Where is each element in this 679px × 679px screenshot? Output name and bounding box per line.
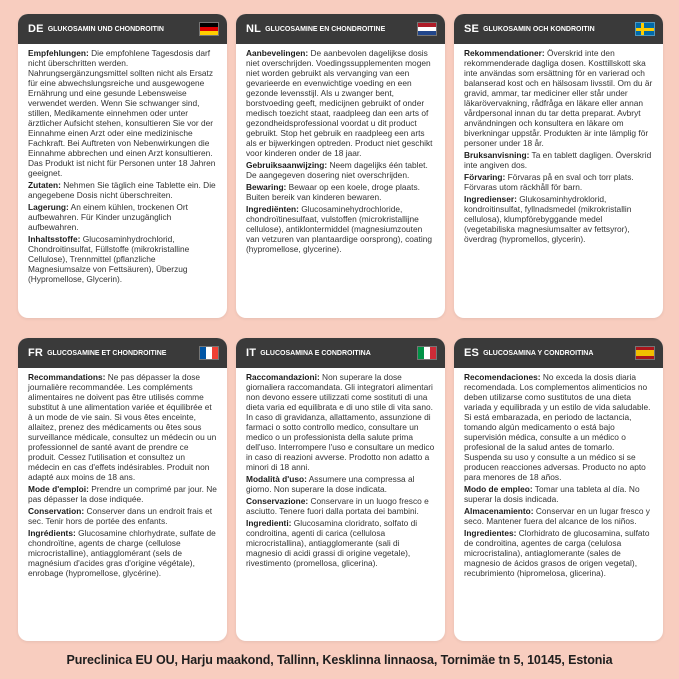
- section-label: Conservation:: [28, 506, 85, 516]
- section-usage: [28, 180, 218, 200]
- section-label: Ingredienti:: [246, 518, 292, 528]
- section-label: Recomendaciones:: [464, 372, 541, 382]
- section-storage: [246, 182, 436, 202]
- section-recommendations: [246, 48, 436, 158]
- section-text: Prendre un comprimé par jour. Ne pas dépasser la dose indiquée.: [28, 484, 217, 504]
- section-recommendations: [246, 372, 436, 472]
- italian-flag-icon: [417, 346, 437, 360]
- dutch-flag-icon: [417, 22, 437, 36]
- section-label: Förvaring:: [464, 172, 506, 182]
- section-usage: [464, 150, 654, 170]
- section-text: Glukosaminhydroklorid, kondroitinsulfat, fyllnadsmedel (mikrokristallin cellulosa), klumpförebyggande medel (vegetabiliska magnesiumsalter av fettsyror), överdrag (hypromellos, glycerin).: [464, 194, 632, 244]
- section-label: Raccomandazioni:: [246, 372, 320, 382]
- section-text: Förvaras på en sval och torr plats. Förvaras utom räckhåll för barn.: [464, 172, 634, 192]
- section-label: Bruksanvisning:: [464, 150, 530, 160]
- section-label: Lagerung:: [28, 202, 69, 212]
- section-text: Assumere una compressa al giorno. Non superare la dose indicata.: [246, 474, 415, 494]
- card-title: GLUCOSAMINE ET CHONDROÏTINE: [47, 349, 167, 357]
- section-text: No exceda la dosis diaria recomendada. Los complementos alimenticios no deben utilizarse como sustitutos de una dieta variada y equilibrada y un estilo de vida saludable. Si está embarazada, en periodo de lactancia, tomando algún medicamento o está bajo supervisión médica, consulte a un médico o profesional de la salud antes de tomarlo. Suspenda su uso y consulte a un médico si se producen reacciones adversas. Producto no apto para menores de 18 años.: [464, 372, 651, 482]
- card-body: [18, 44, 227, 292]
- french-flag-icon: [199, 346, 219, 360]
- section-label: Ingredientes:: [464, 528, 517, 538]
- card-body: [454, 368, 663, 586]
- section-usage: [464, 484, 654, 504]
- section-storage: [246, 496, 436, 516]
- section-ingredients: [28, 528, 218, 578]
- section-text: Glucosamina cloridrato, solfato di condroitina, agenti di carica (cellulosa microcristallina), antiagglomerante (sali di magnesio di acidi grassi di origine vegetale), rivestimento (promellosa, glicerina).: [246, 518, 418, 568]
- section-text: Glucosaminehydrochloride, chondroïtinesulfaat, vulstoffen (microkristallijne cellulose), antiklontermiddel (magnesiumzouten van vetzuren van plantaardige oorsprong), coating (hypromellose, glycerine).: [246, 204, 432, 254]
- company-address-footer: Pureclinica EU OU, Harju maakond, Tallinn, Kesklinna linnaosa, Tornimäe tn 5, 10145, Estonia: [66, 653, 613, 667]
- section-storage: [28, 202, 218, 232]
- section-text: Bewaar op een koele, droge plaats. Buiten bereik van kinderen bewaren.: [246, 182, 420, 202]
- card-title: GLUCOSAMINA E CONDROITINA: [260, 349, 371, 357]
- card-fr: [18, 338, 227, 641]
- section-label: Empfehlungen:: [28, 48, 89, 58]
- card-nl: [236, 14, 445, 318]
- section-ingredients: [464, 528, 654, 578]
- section-label: Rekommendationer:: [464, 48, 545, 58]
- language-code: IT: [246, 347, 257, 359]
- card-title: GLUCOSAMINE EN CHONDROÏTINE: [265, 25, 386, 33]
- section-text: Nehmen Sie täglich eine Tablette ein. Die angegebene Dosis nicht überschreiten.: [28, 180, 216, 200]
- section-text: Ne pas dépasser la dose journalière recommandée. Les compléments alimentaires ne doivent pas être utilisés comme substitut à une alimentation variée et équilibrée et à un mode de vie sain. Si vous êtes enceinte, allaitez, prenez des médicaments ou êtes sous surveillance médicale, consultez un médecin ou un professionnel de santé avant de prendre ce produit. Cessez l'utilisation et consultez un médecin en cas d'effets indésirables. Produit non adapté aux moins de 18 ans.: [28, 372, 217, 482]
- language-code: SE: [464, 23, 480, 35]
- section-label: Mode d'emploi:: [28, 484, 89, 494]
- section-label: Almacenamiento:: [464, 506, 534, 516]
- section-ingredients: [28, 234, 218, 284]
- card-es: [454, 338, 663, 641]
- section-recommendations: [464, 372, 654, 482]
- section-ingredients: [464, 194, 654, 244]
- language-code: FR: [28, 347, 44, 359]
- section-text: De aanbevolen dagelijkse dosis niet overschrijden. Voedingssupplementen mogen niet worden gebruikt als vervanging van een gevarieerde en evenwichtige voeding en een gezonde levensstijl. Als u zwanger bent, borstvoeding geeft, medicijnen gebruikt of onder medisch toezicht staat, raadpleeg dan een arts of gezondheidsprofessional voordat u dit product gebruikt. Stop het gebruik en raadpleeg een arts als er bijwerkingen optreden. Product niet geschikt voor kinderen onder de 18 jaar.: [246, 48, 433, 158]
- section-recommendations: [28, 372, 218, 482]
- section-text: Die empfohlene Tagesdosis darf nicht überschritten werden. Nahrungsergänzungsmittel sollten nicht als Ersatz für eine abwechslungsreiche und ausgewogene Ernährung und eine gesunde Lebensweise verwendet werden. Wenn Sie schwanger sind, stillen, Medikamente einnehmen oder unter ärztlicher Aufsicht stehen, konsultieren Sie vor der Einnahme einen Arzt oder eine medizinische Fachkraft. Bei Auftreten von Nebenwirkungen die Einnahme abbrechen und einen Arzt konsultieren. Das Produkt ist nicht für Personen unter 18 Jahren geeignet.: [28, 48, 216, 178]
- section-label: Aanbevelingen:: [246, 48, 309, 58]
- card-header: [454, 14, 663, 44]
- language-code: ES: [464, 347, 480, 359]
- card-header: [236, 338, 445, 368]
- card-body: [236, 44, 445, 262]
- section-label: Ingrédients:: [28, 528, 76, 538]
- section-text: Tomar una tableta al día. No superar la dosis indicada.: [464, 484, 640, 504]
- section-text: Glucosamine chlorhydrate, sulfate de chondroïtine, agents de charge (cellulose microcristalline), antiagglomérant (sels de magnésium d'acides gras d'origine végétale), enrobage (hypromellose, glycérine).: [28, 528, 216, 578]
- section-usage: [246, 160, 436, 180]
- section-usage: [246, 474, 436, 494]
- card-header: [18, 14, 227, 44]
- section-text: Conserver dans un endroit frais et sec. Tenir hors de portée des enfants.: [28, 506, 213, 526]
- card-header: [454, 338, 663, 368]
- section-label: Inhaltsstoffe:: [28, 234, 81, 244]
- section-label: Gebruiksaanwijzing:: [246, 160, 328, 170]
- card-header: [18, 338, 227, 368]
- section-label: Recommandations:: [28, 372, 106, 382]
- language-code: DE: [28, 23, 44, 35]
- section-text: Non superare la dose giornaliera raccomandata. Gli integratori alimentari non devono essere utilizzati come sostituti di una dieta varia ed equilibrata e di uno stile di vita sano. In caso di gravidanza, allattamento, assunzione di farmaci o sotto controllo medico, consultare un medico o un professionista della salute prima dell'uso. Interrompere l'uso e consultare un medico in caso di reazioni avverse. Prodotto non adatto a minori di 18 anni.: [246, 372, 435, 472]
- card-title: GLUKOSAMIN UND CHONDROITIN: [47, 25, 164, 33]
- section-text: Conservare in un luogo fresco e asciutto. Tenere fuori dalla portata dei bambini.: [246, 496, 429, 516]
- card-body: [454, 44, 663, 252]
- german-flag-icon: [199, 22, 219, 36]
- card-header: [236, 14, 445, 44]
- section-text: Conservar en un lugar fresco y seco. Mantener fuera del alcance de los niños.: [464, 506, 650, 526]
- section-usage: [28, 484, 218, 504]
- section-storage: [464, 172, 654, 192]
- card-title: GLUKOSAMIN OCH KONDROITIN: [483, 25, 595, 33]
- section-text: Clorhidrato de glucosamina, sulfato de condroitina, agentes de carga (celulosa microcristalina), antiaglomerante (sales de magnesio de ácidos grasos de origen vegetal), recubrimiento (hipromelosa, glicerina).: [464, 528, 650, 578]
- card-se: [454, 14, 663, 318]
- section-ingredients: [246, 204, 436, 254]
- section-text: Glucosaminhydrochlorid, Chondroitinsulfat, Füllstoffe (mikrokristalline Cellulose), Trennmittel (pflanzliche Magnesiumsalze von Fettsäuren), Überzug (Hypromellose, Glycerin).: [28, 234, 190, 284]
- section-label: Bewaring:: [246, 182, 287, 192]
- language-code: NL: [246, 23, 262, 35]
- section-storage: [28, 506, 218, 526]
- section-label: Conservazione:: [246, 496, 309, 506]
- section-label: Zutaten:: [28, 180, 61, 190]
- card-it: [236, 338, 445, 641]
- section-label: Modo de empleo:: [464, 484, 533, 494]
- spanish-flag-icon: [635, 346, 655, 360]
- section-label: Modalità d'uso:: [246, 474, 307, 484]
- section-text: An einem kühlen, trockenen Ort aufbewahren. Für Kinder unzugänglich aufbewahren.: [28, 202, 188, 232]
- card-body: [18, 368, 227, 586]
- section-recommendations: [464, 48, 654, 148]
- section-text: Överskrid inte den rekommenderade dagliga dosen. Kosttillskott ska inte användas som ersättning för en varierad och balanserad kost och en hälsosam livsstil. Om du är gravid, ammar, tar mediciner eller står under läkarövervakning, rådfråga en läkare eller annan vårdpersonal innan du tar detta preparat. Avbryt användningen och konsultera en läkare om biverkningar uppstår. Produkten är inte lämplig för personer under 18 år.: [464, 48, 653, 148]
- section-text: Ta en tablett dagligen. Överskrid inte angiven dos.: [464, 150, 652, 170]
- card-title: GLUCOSAMINA Y CONDROITINA: [483, 349, 594, 357]
- section-text: Neem dagelijks één tablet. De aangegeven dosering niet overschrijden.: [246, 160, 428, 180]
- section-ingredients: [246, 518, 436, 568]
- card-body: [236, 368, 445, 576]
- section-label: Ingredienser:: [464, 194, 517, 204]
- swedish-flag-icon: [635, 22, 655, 36]
- section-recommendations: [28, 48, 218, 178]
- section-label: Ingrediënten:: [246, 204, 299, 214]
- card-de: [18, 14, 227, 318]
- section-storage: [464, 506, 654, 526]
